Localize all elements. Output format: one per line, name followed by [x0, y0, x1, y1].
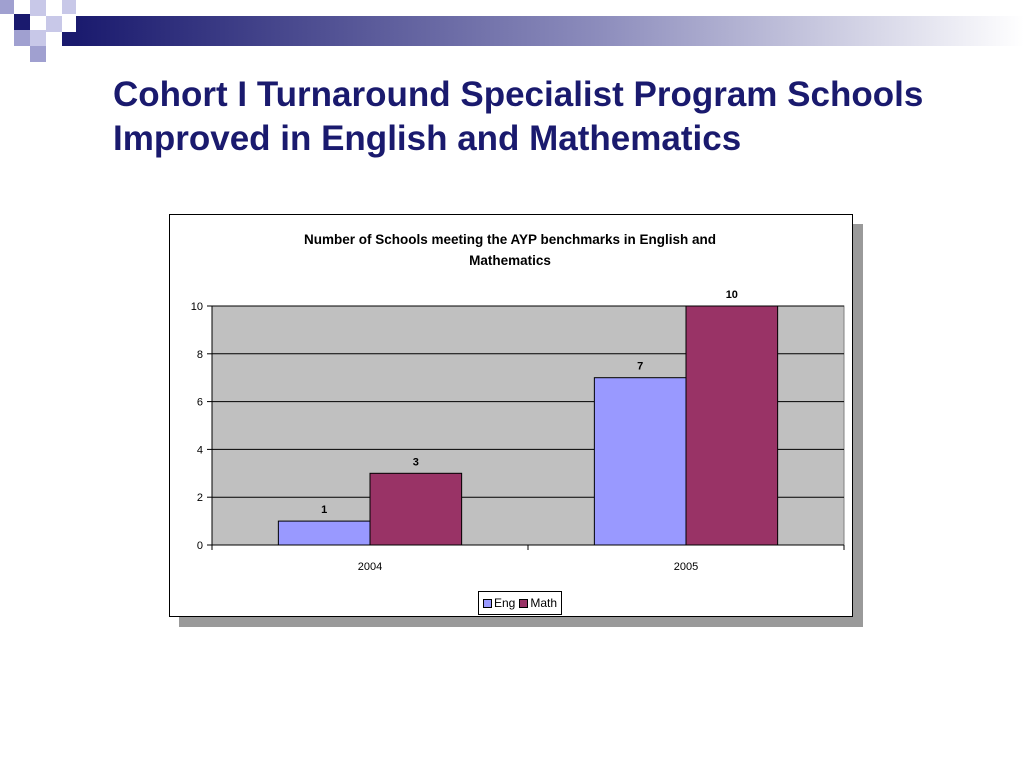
bar-eng	[278, 521, 370, 545]
legend-item-eng	[483, 596, 515, 610]
deco-square	[14, 14, 30, 30]
legend-label: Eng	[494, 596, 516, 610]
chart-container	[169, 214, 853, 617]
y-tick-label: 10	[190, 301, 203, 313]
chart-title-line-2: Mathematics	[469, 253, 551, 268]
deco-square	[30, 30, 46, 46]
deco-square	[0, 0, 14, 14]
deco-square	[30, 0, 46, 16]
legend-label: Math	[530, 596, 558, 610]
x-tick-label: 2004	[357, 561, 383, 573]
bar-eng	[594, 378, 686, 545]
deco-square	[14, 30, 30, 46]
y-tick-label: 2	[196, 492, 203, 505]
chart-title-line-1: Number of Schools meeting the AYP benchmarks in English and	[303, 232, 717, 247]
data-label: 7	[637, 360, 644, 373]
y-tick-label: 4	[196, 444, 203, 457]
data-label: 10	[725, 289, 738, 301]
data-label: 1	[321, 504, 328, 517]
slide-title-line-1: Cohort I Turnaround Specialist Program Schools	[113, 75, 924, 114]
bar-chart	[170, 215, 852, 616]
data-label: 3	[412, 456, 419, 469]
legend-swatch	[519, 599, 528, 608]
y-tick-label: 6	[196, 396, 203, 409]
header-gradient-bar	[76, 16, 1024, 46]
deco-square	[62, 32, 76, 46]
chart-legend	[478, 591, 562, 615]
deco-square	[62, 0, 76, 14]
deco-square	[30, 46, 46, 62]
slide-title-line-2: Improved in English and Mathematics	[113, 119, 742, 158]
legend-swatch	[483, 599, 492, 608]
slide-title	[113, 73, 993, 161]
y-tick-label: 0	[196, 540, 203, 552]
bar-math	[370, 473, 462, 545]
bar-math	[686, 306, 778, 545]
deco-square	[46, 16, 62, 32]
x-tick-label: 2005	[673, 561, 699, 573]
corner-decoration	[0, 0, 1024, 64]
y-tick-label: 8	[196, 348, 203, 361]
legend-item-math	[519, 596, 557, 610]
